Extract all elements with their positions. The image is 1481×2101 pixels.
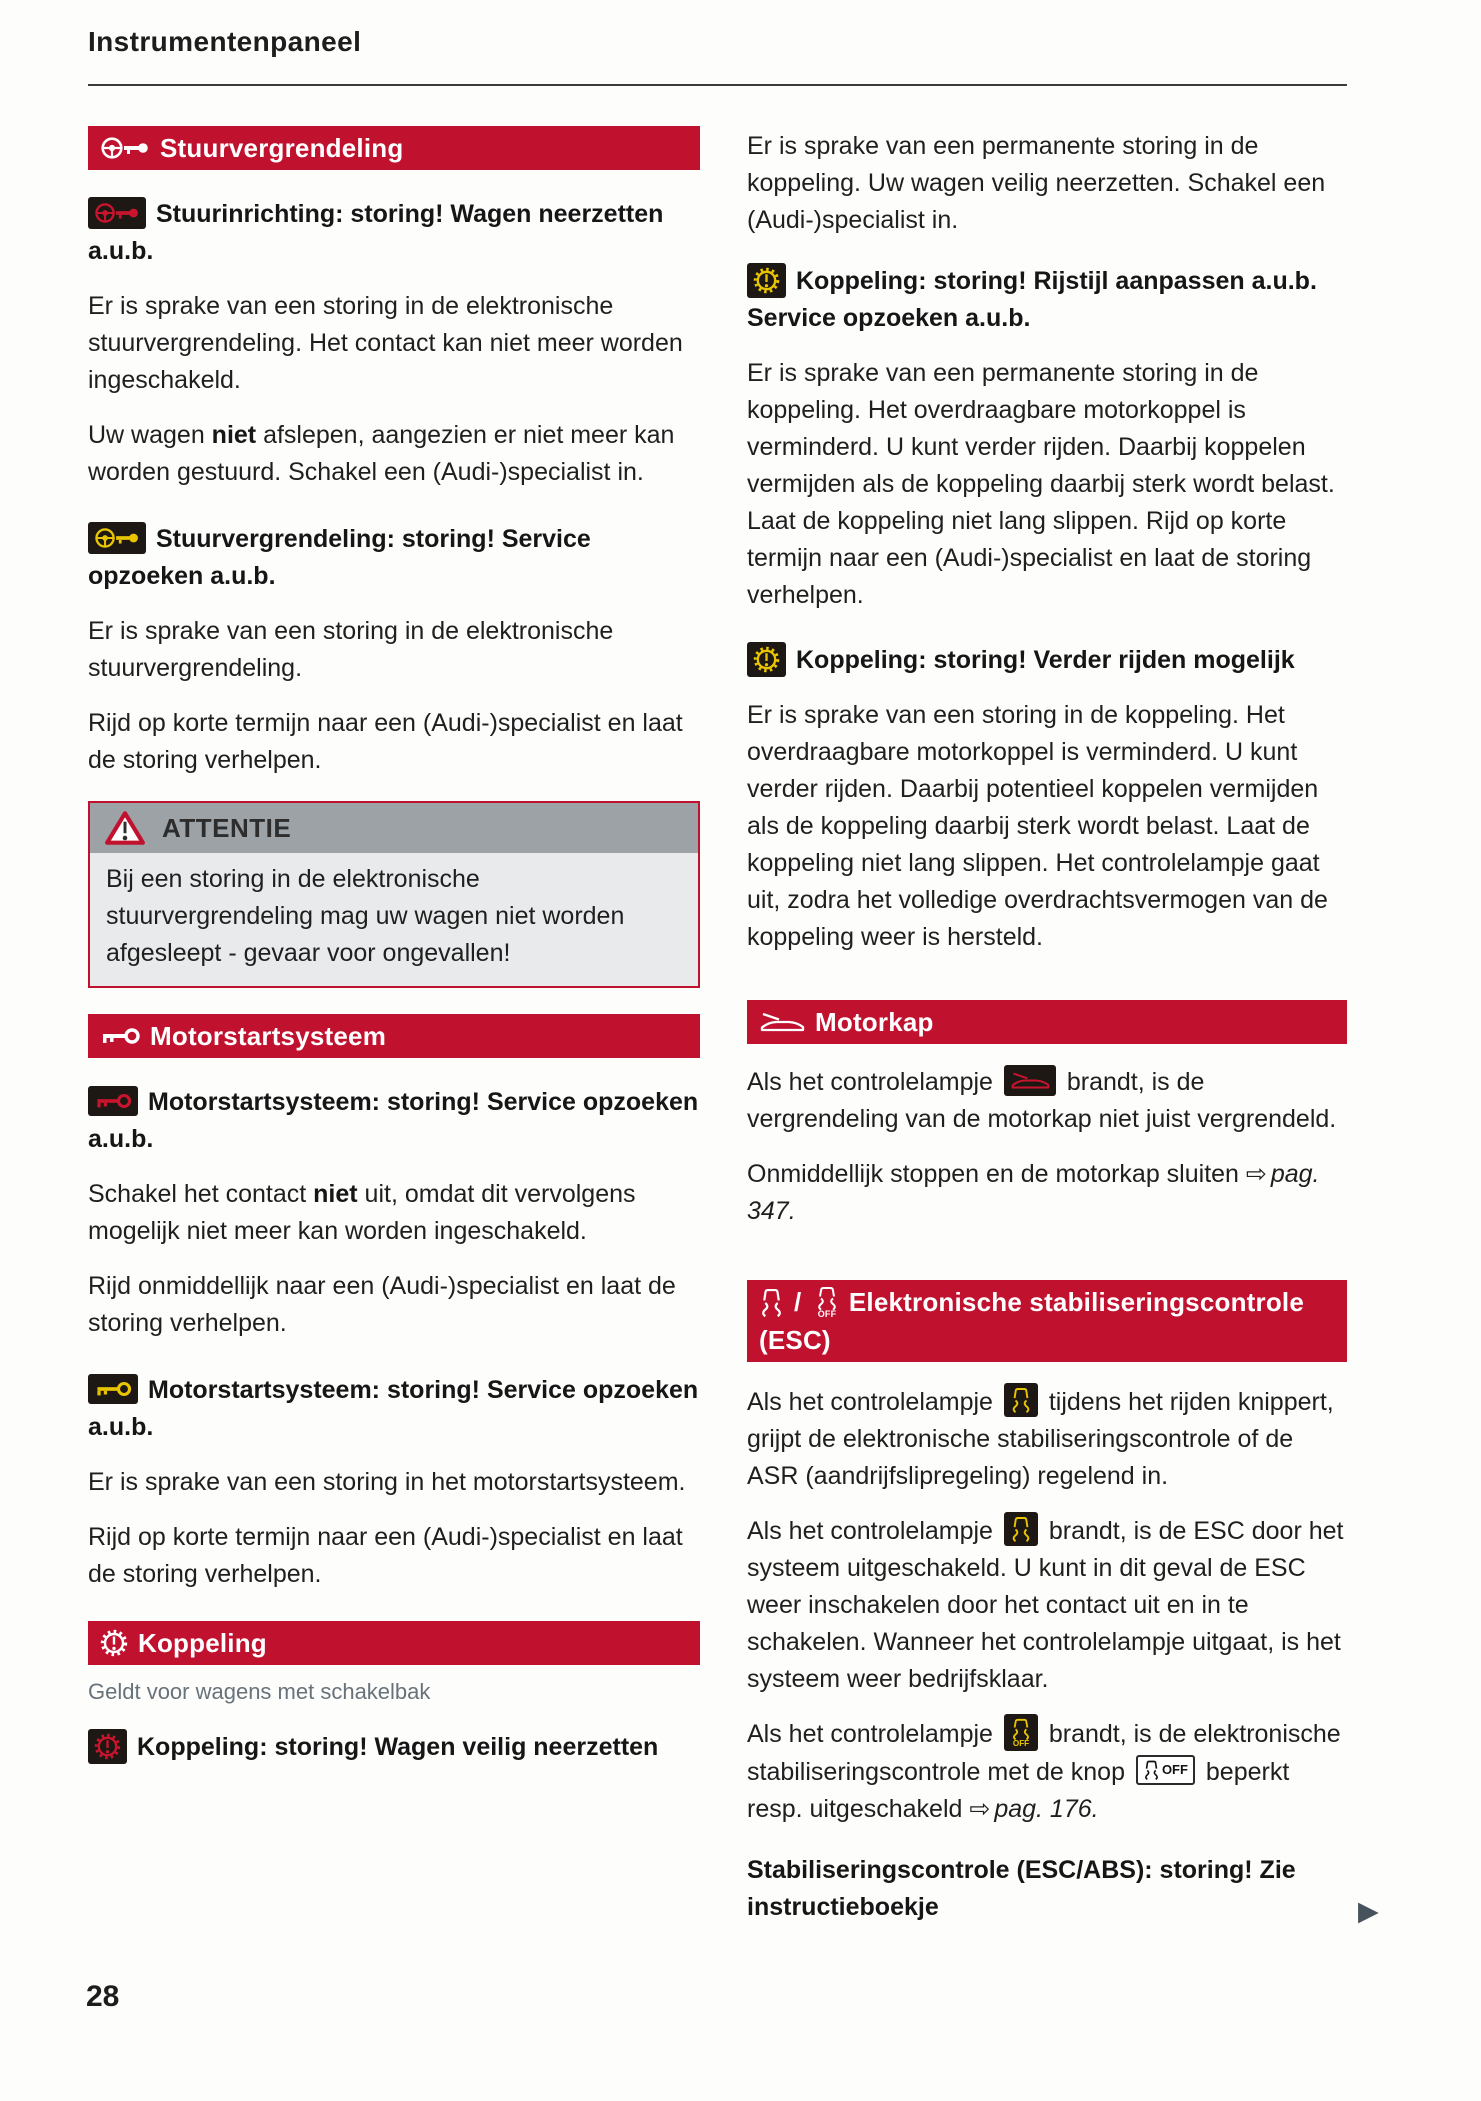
paragraph: Er is sprake van een permanente storing in de koppeling. Het overdraagbare motorkoppel is verminderd. U kunt verder rijden. Daarbij koppelen vermijden als de koppeling daarbij sterk wordt belast. Laat de koppeling niet lang slippen. Rijd op korte termijn naar een (Audi-)specialist en laat de storing verhelpen. [747,359,1335,609]
banner-label: Motorstartsysteem [150,1021,387,1051]
paragraph: Rijd op korte termijn naar een (Audi-)specialist en laat de storing verhelpen. [88,709,683,774]
attention-body: Bij een storing in de elektronische stuurvergrendeling mag uw wagen niet worden afgesleept - gevaar voor ongevallen! [90,853,698,986]
section-banner-motorstartsysteem [88,1014,700,1058]
attention-box [88,801,700,988]
paragraph: Er is sprake van een storing in de elektronische stuurvergrendeling. [88,617,614,682]
key-icon [100,1024,140,1048]
hood-open-telltale-icon [1004,1065,1056,1096]
warning-triangle-icon [104,810,146,846]
page-ref-arrow-icon: ⇨ [1245,1160,1267,1188]
gear-warning-icon [100,1629,128,1657]
section-banner-esc [747,1280,1347,1362]
warning-message-title: Motorstartsysteem: storing! Service opzoeken a.u.b. [88,1088,699,1153]
page-ref-arrow-icon: ⇨ [969,1794,991,1823]
warning-message-title: Stuurinrichting: storing! Wagen neerzetten a.u.b. [88,196,700,270]
paragraph: Als het controlelampje brandt, is de ESC door het systeem uitgeschakeld. U kunt in dit geval de ESC weer inschakelen door het contact uit en in te schakelen. Wanneer het controlelampje uitgaat, is het systeem weer bedrijfsklaar. [747,1513,1347,1698]
page-title: Instrumentenpaneel [88,26,362,57]
esc-telltale-icon [1004,1383,1038,1417]
key-telltale-icon [88,1086,138,1116]
esc-off-button-icon: OFF [1136,1755,1195,1785]
steering-lock-icon [100,135,150,161]
banner-label: Motorkap [815,1007,934,1037]
paragraph: Er is sprake van een storing in de elektronische stuurvergrendeling. Het contact kan niet meer worden ingeschakeld. [88,292,683,394]
paragraph: Als het controlelampje tijdens het rijden knippert, grijpt de elektronische stabiliseringscontrole of de ASR (aandrijfslipregeling) regelend in. [747,1384,1347,1495]
header-rule [88,84,1347,86]
hood-open-icon [759,1009,805,1035]
gear-warning-telltale-icon [88,1729,127,1764]
banner-label: Koppeling [138,1628,267,1658]
page-number: 28 [86,1980,120,2013]
svg-text:OFF: OFF [817,1309,837,1319]
section-banner-stuurvergrendeling [88,126,700,170]
paragraph: Onmiddellijk stoppen en de motorkap sluiten ⇨ pag. 347. [747,1160,1320,1225]
banner-label: Elektronische stabiliseringscontrole (ESC) [759,1287,1304,1355]
esc-off-telltale-icon [1004,1714,1038,1751]
steering-lock-telltale-icon [88,197,146,229]
paragraph: Uw wagen niet afslepen, aangezien er niet meer kan worden gestuurd. Schakel een (Audi-)specialist in. [88,421,675,486]
continuation-arrow-icon: ▶ [1358,1896,1379,1926]
key-telltale-icon [88,1374,138,1404]
warning-message-title: Koppeling: storing! Wagen veilig neerzetten [88,1729,700,1766]
paragraph: Rijd onmiddellijk naar een (Audi-)specialist en laat de storing verhelpen. [88,1272,676,1337]
attention-header [90,803,698,853]
attention-title: ATTENTIE [162,812,292,843]
section-banner-motorkap [747,1000,1347,1044]
paragraph: Als het controlelampje OFF brandt, is de elektronische stabiliseringscontrole met de knop OFF beperkt resp. uitgeschakeld ⇨ pag. 176. [747,1716,1347,1828]
svg-text:OFF: OFF [1012,1738,1030,1747]
applicability-note: Geldt voor wagens met schakelbak [88,1679,431,1704]
gear-warning-telltale-icon [747,642,786,677]
banner-label: Stuurvergrendeling [160,133,404,163]
esc-off-icon [815,1286,839,1318]
right-column [747,108,1347,1926]
steering-lock-telltale-icon [88,522,146,554]
paragraph: Er is sprake van een storing in het motorstartsysteem. [88,1468,686,1496]
esc-icon [759,1288,784,1317]
left-column [88,108,700,1766]
page-reference: pag. 347. [747,1160,1320,1225]
paragraph: Rijd op korte termijn naar een (Audi-)specialist en laat de storing verhelpen. [88,1523,683,1588]
esc-telltale-icon [1004,1512,1038,1546]
warning-message-title: Koppeling: storing! Verder rijden mogelijk [747,642,1347,679]
warning-message-title: Motorstartsysteem: storing! Service opzoeken a.u.b. [88,1376,699,1441]
warning-message-title: Koppeling: storing! Rijstijl aanpassen a.u.b. Service opzoeken a.u.b. [747,263,1347,337]
gear-warning-telltale-icon [747,263,786,298]
paragraph: Schakel het contact niet uit, omdat dit vervolgens mogelijk niet meer kan worden ingeschakeld. [88,1180,636,1245]
warning-message-title: Stabiliseringscontrole (ESC/ABS): storing! Zie instructieboekje [747,1855,1296,1921]
paragraph: Als het controlelampje brandt, is de vergrendeling van de motorkap niet juist vergrendeld. [747,1064,1347,1138]
paragraph: Er is sprake van een permanente storing in de koppeling. Uw wagen veilig neerzetten. Schakel een (Audi-)specialist in. [747,132,1326,234]
paragraph: Er is sprake van een storing in de koppeling. Het overdraagbare motorkoppel is verminderd. U kunt verder rijden. Daarbij potentieel koppelen vermijden als de koppeling daarbij sterk wordt belast. Laat de koppeling niet lang slippen. Het controlelampje gaat uit, zodra het volledige overdrachtsvermogen van de koppeling weer is hersteld. [747,701,1328,951]
warning-message-title: Stuurvergrendeling: storing! Service opzoeken a.u.b. [88,521,700,595]
page-reference: pag. 176. [994,1794,1099,1823]
separator: / [794,1287,802,1317]
section-banner-koppeling [88,1621,700,1665]
